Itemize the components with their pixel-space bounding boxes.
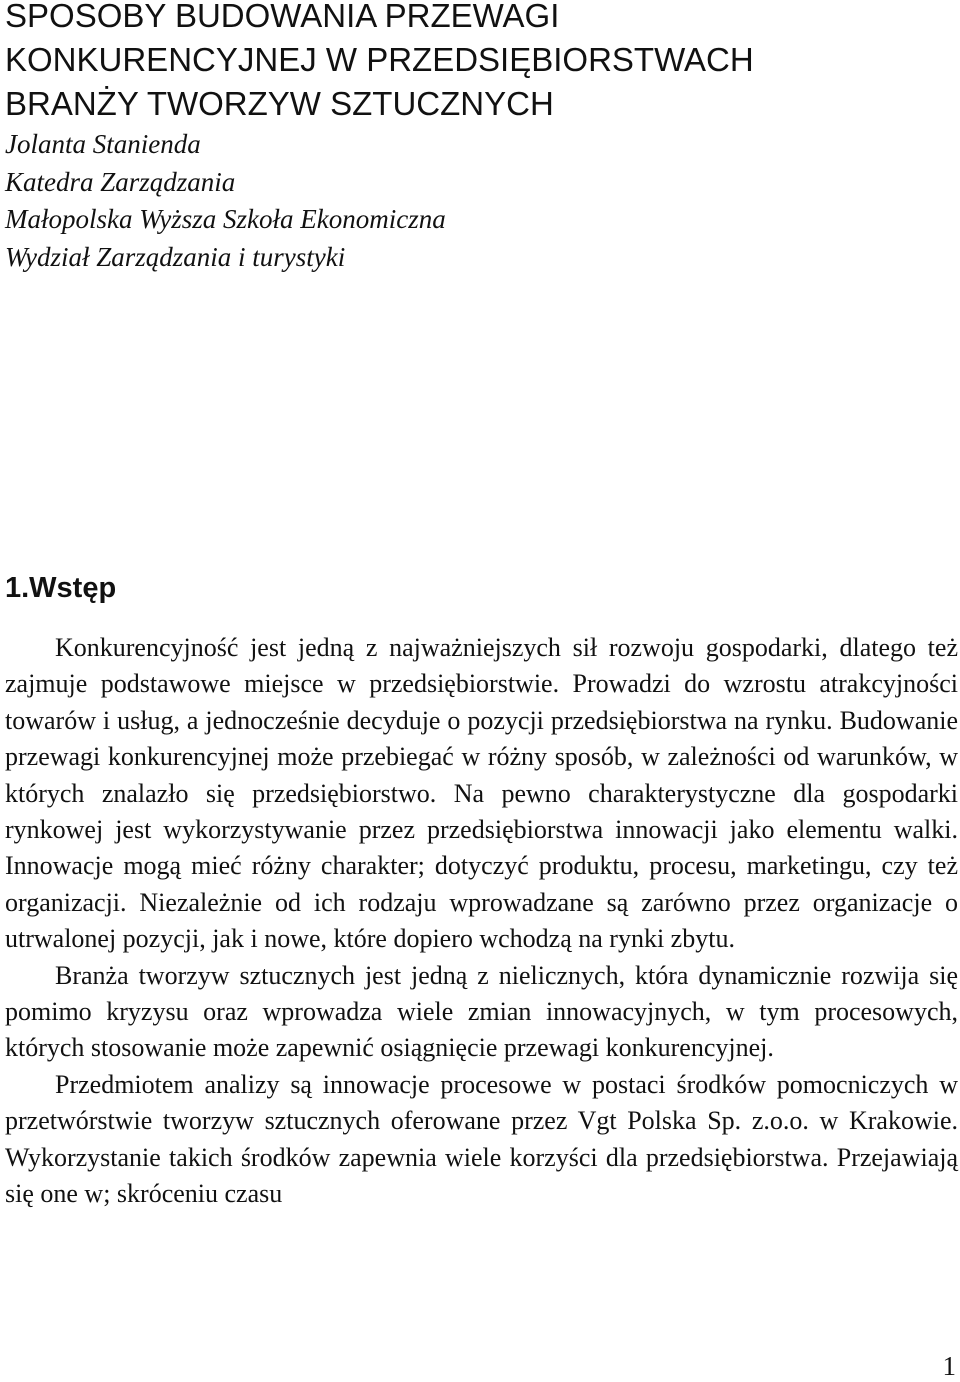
section-heading: 1.Wstęp [5, 572, 117, 604]
title-line-2: KONKURENCYJNEJ W PRZEDSIĘBIORSTWACH [5, 41, 754, 78]
title-line-3: BRANŻY TWORZYW SZTUCZNYCH [5, 85, 554, 122]
author-name: Jolanta Stanienda [5, 129, 201, 159]
paragraph-3: Przedmiotem analizy są innowacje procesowe w postaci środków pomocniczych w przetwórstwie tworzyw sztucznych oferowane przez Vgt Polska Sp. z.o.o. w Krakowie. Wykorzystanie takich środków zapewnia wiele korzyści dla przedsiębiorstwa. Przejawiają się one w; skróceniu czasu [5, 1069, 958, 1209]
author-affiliation [5, 126, 958, 276]
author-department: Katedra Zarządzania [5, 166, 236, 197]
author-institution: Małopolska Wyższa Szkoła Ekonomiczna [5, 204, 446, 234]
document-title [5, 0, 958, 126]
title-line-1: SPOSOBY BUDOWANIA PRZEWAGI [5, 0, 560, 34]
author-faculty: Wydział Zarządzania i turystyki [5, 241, 346, 272]
paragraph-1: Konkurencyjność jest jedną z najważniejszych sił rozwoju gospodarki, dlatego też zajmuje podstawowe miejsce w przedsiębiorstwie. Prowadzi do wzrostu atrakcyjności towarów i usług, a jednocześnie decyduje o pozycji przedsiębiorstwa na rynku. Budowanie przewagi konkurencyjnej może przebiegać w różny sposób, w zależności od warunków, w których znalazło się przedsiębiorstwo. Na pewno charakterystyczne dla gospodarki rynkowej jest wykorzystywanie przez przedsiębiorstwa innowacji jako elementu walki. Innowacje mogą mieć różny charakter; dotyczyć produktu, procesu, marketingu, czy też organizacji. Niezależnie od ich rodzaju wprowadzane są zarówno przez organizacje o utrwalonej pozycji, jak i nowe, które dopiero wchodzą na rynki zbytu. [5, 633, 958, 954]
body-text [5, 630, 958, 1213]
page-number: 1 [942, 1351, 956, 1381]
paragraph-2: Branża tworzyw sztucznych jest jedną z nielicznych, która dynamicznie rozwija się pomimo kryzysu oraz wprowadza wiele zmian innowacyjnych, w tym procesowych, których stosowanie może zapewnić osiągnięcie przewagi konkurencyjnej. [5, 960, 958, 1063]
document-page [5, 0, 958, 1209]
